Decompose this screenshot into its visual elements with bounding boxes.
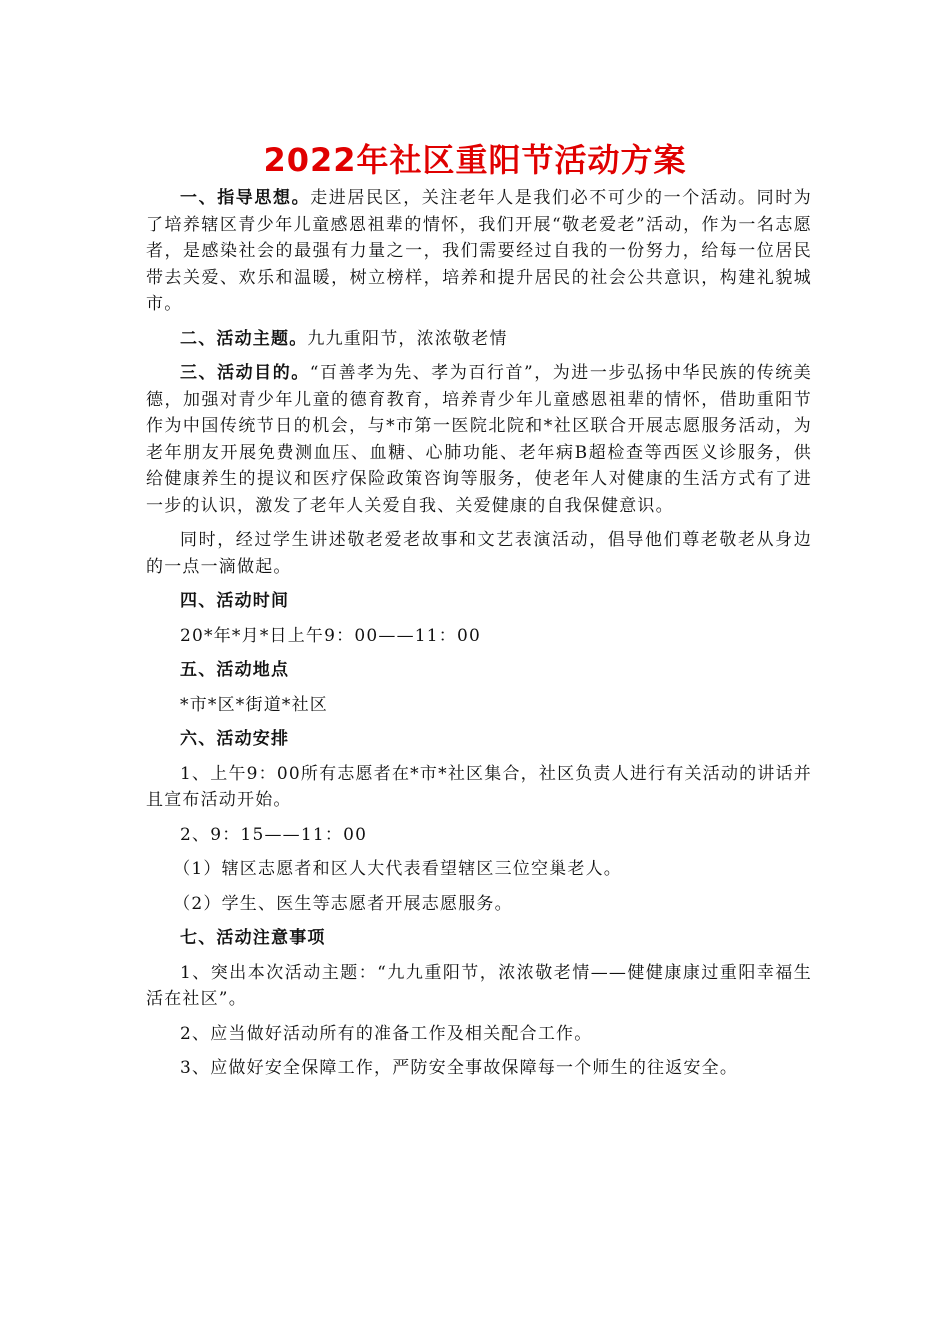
section-purpose-extra: 同时，经过学生讲述敬老爱老故事和文艺表演活动，倡导他们尊老敬老从身边的一点一滴做起。 xyxy=(146,530,812,577)
notes-item-3: 3、应做好安全保障工作，严防安全事故保障每一个师生的往返安全。 xyxy=(180,1058,739,1078)
section-heading-location: 五、活动地点 xyxy=(180,660,290,680)
schedule-subitem-2: （2）学生、医生等志愿者开展志愿服务。 xyxy=(173,893,513,914)
schedule-item-2: 2、9：15——11：00 xyxy=(180,824,368,845)
notes-item-1: 1、突出本次活动主题：“九九重阳节，浓浓敬老情——健健康康过重阳幸福生活在社区”。 xyxy=(146,962,812,1009)
section-text: 九九重阳节，浓浓敬老情 xyxy=(307,328,508,349)
section-theme xyxy=(146,326,812,353)
section-purpose xyxy=(146,360,812,519)
section-location-text: *市*区*街道*社区 xyxy=(180,694,328,715)
section-heading: 二、活动主题。 xyxy=(180,328,308,349)
section-text: “百善孝为先、孝为百行首”，为进一步弘扬中华民族的传统美德，加强对青少年儿童的德育教育，培养青少年儿童感恩祖辈的情怀，借助重阳节作为中国传统节日的机会，与*市第一医院北院和*社区联合开展志愿服务活动，为老年朋友开展免费测血压、血糖、心肺功能、老年病B超检查等西医义诊服务，供给健康养生的提议和医疗保险政策咨询等服务，使老年人对健康的生活方式有了进一步的认识，激发了老年人关爱自我、关爱健康的自我保健意识。 xyxy=(146,363,812,516)
section-heading-notes: 七、活动注意事项 xyxy=(180,928,326,948)
section-guiding-thought xyxy=(146,185,812,318)
section-heading: 一、指导思想。 xyxy=(180,188,311,208)
document-title: 2022年社区重阳节活动方案 xyxy=(263,141,687,179)
section-text: 走进居民区，关注老年人是我们必不可少的一个活动。同时为了培养辖区青少年儿童感恩祖辈的情怀，我们开展“敬老爱老”活动，作为一名志愿者，是感染社会的最强有力量之一，我们需要经过自我的一份努力，给每一位居民带去关爱、欢乐和温暖，树立榜样，培养和提升居民的社会公共意识，构建礼貌城市。 xyxy=(146,188,812,314)
document-body xyxy=(146,185,812,1090)
section-time-text: 20*年*月*日上午9：00——11：00 xyxy=(180,625,482,646)
schedule-subitem-1: （1）辖区志愿者和区人大代表看望辖区三位空巢老人。 xyxy=(173,859,623,879)
notes-item-2: 2、应当做好活动所有的准备工作及相关配合工作。 xyxy=(180,1023,593,1044)
section-heading: 三、活动目的。 xyxy=(180,363,310,383)
schedule-item-1: 1、上午9：00所有志愿者在*市*社区集合，社区负责人进行有关活动的讲话并且宣布活动开始。 xyxy=(146,763,812,810)
section-heading-schedule: 六、活动安排 xyxy=(180,729,290,749)
section-heading-time: 四、活动时间 xyxy=(180,591,290,611)
